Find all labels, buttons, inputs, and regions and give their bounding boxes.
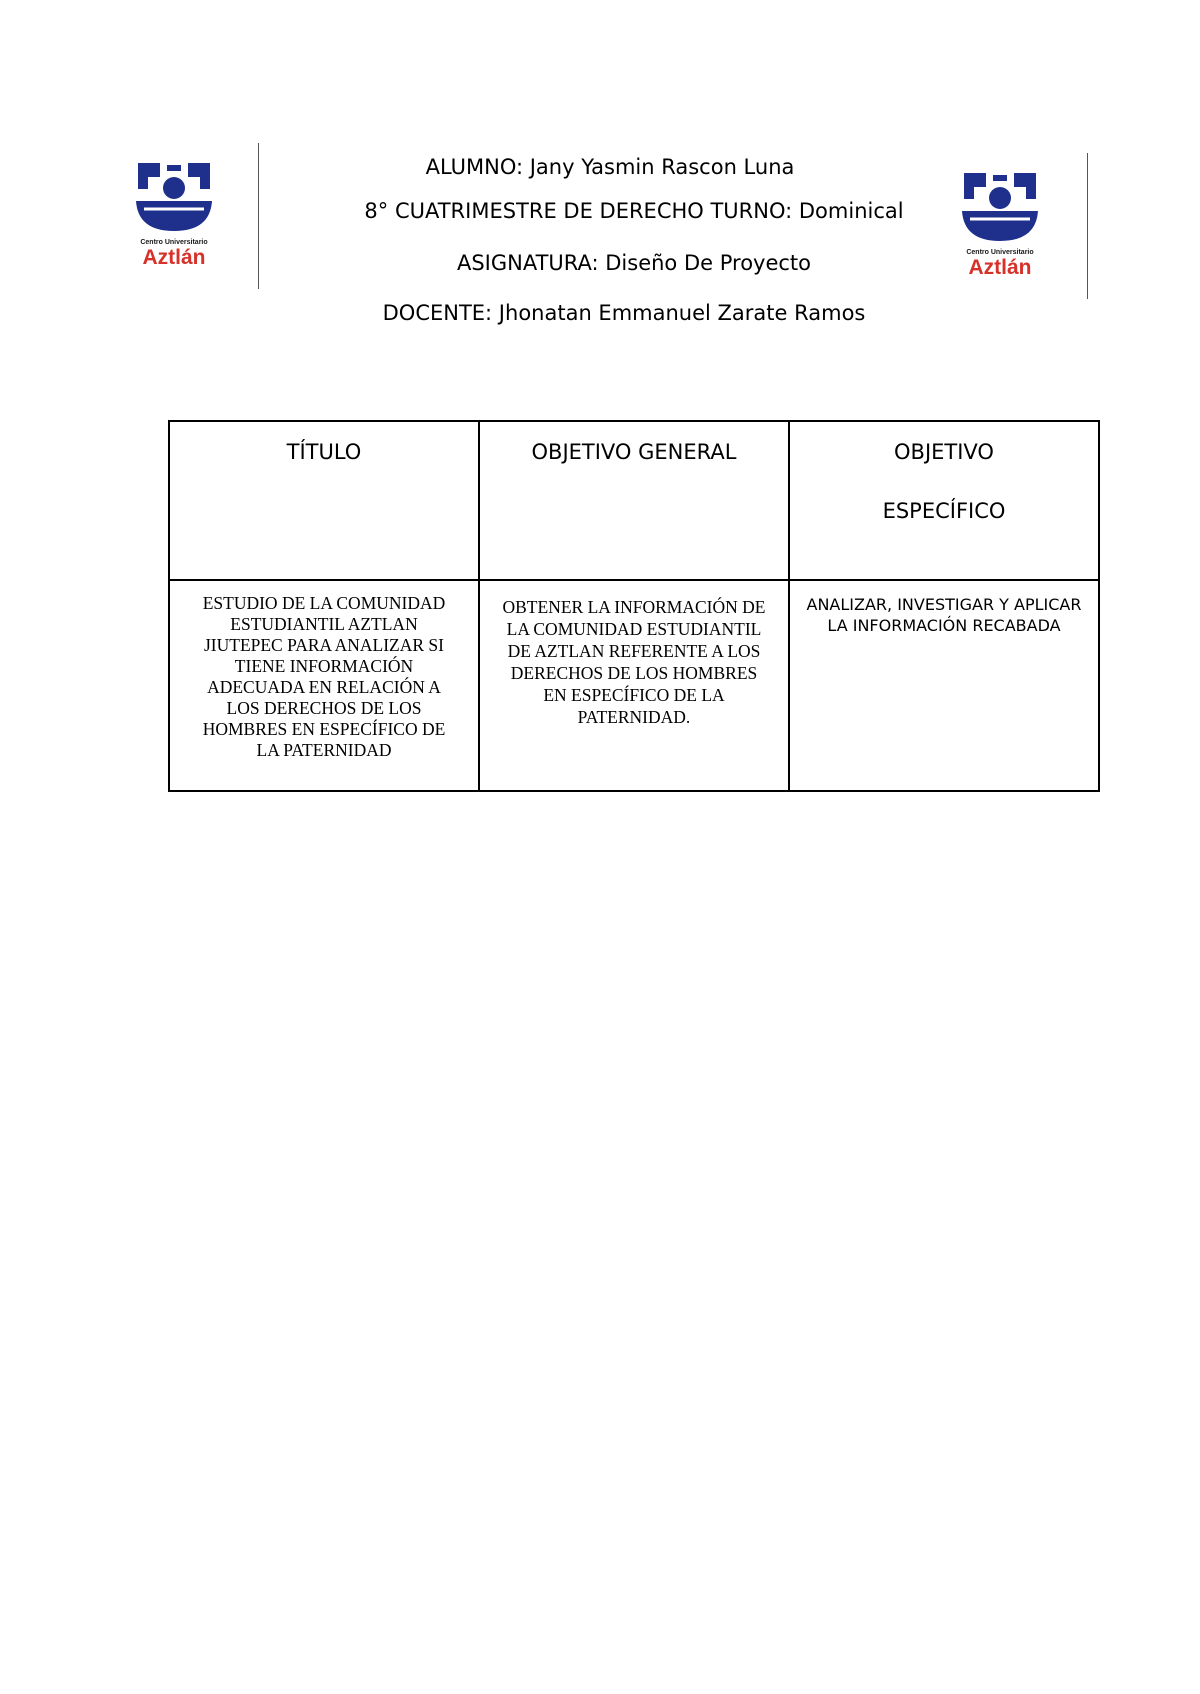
header-general-objective: OBJETIVO GENERAL: [479, 421, 789, 580]
table-header-row: [169, 421, 1099, 580]
subject-line: ASIGNATURA: Diseño De Proyecto: [456, 251, 812, 275]
student-name: ALUMNO: Jany Yasmin Rascon Luna: [425, 155, 795, 179]
header-title: TÍTULO: [169, 421, 479, 580]
logo-caption-small: Centro Universitario: [140, 239, 208, 246]
right-divider: [1087, 153, 1088, 299]
logo-emblem-icon: [126, 163, 222, 235]
cell-specific-objective: ANALIZAR, INVESTIGAR Y APLICAR LA INFORMACIÓN RECABADA: [789, 580, 1099, 791]
logo-caption-big: Aztlán: [968, 256, 1032, 279]
semester-line: 8° CUATRIMESTRE DE DERECHO TURNO: Dominical: [364, 199, 904, 223]
header-specific-objective: OBJETIVO ESPECÍFICO: [789, 421, 1099, 580]
cell-general-objective: OBTENER LA INFORMACIÓN DE LA COMUNIDAD ESTUDIANTIL DE AZTLAN REFERENTE A LOS DERECHOS DE LOS HOMBRES EN ESPECÍFICO DE LA PATERNIDAD.: [479, 580, 789, 791]
logo-caption-big: Aztlán: [142, 246, 206, 269]
cell-title: ESTUDIO DE LA COMUNIDAD ESTUDIANTIL AZTLAN JIUTEPEC PARA ANALIZAR SI TIENE INFORMACIÓN ADECUADA EN RELACIÓN A LOS DERECHOS DE LOS HOMBRES EN ESPECÍFICO DE LA PATERNIDAD: [169, 580, 479, 791]
left-logo: [126, 163, 222, 275]
teacher-line: DOCENTE: Jhonatan Emmanuel Zarate Ramos: [382, 301, 866, 325]
logo-caption-small: Centro Universitario: [966, 249, 1034, 256]
objectives-table: [168, 420, 1100, 792]
table-row: [169, 580, 1099, 791]
